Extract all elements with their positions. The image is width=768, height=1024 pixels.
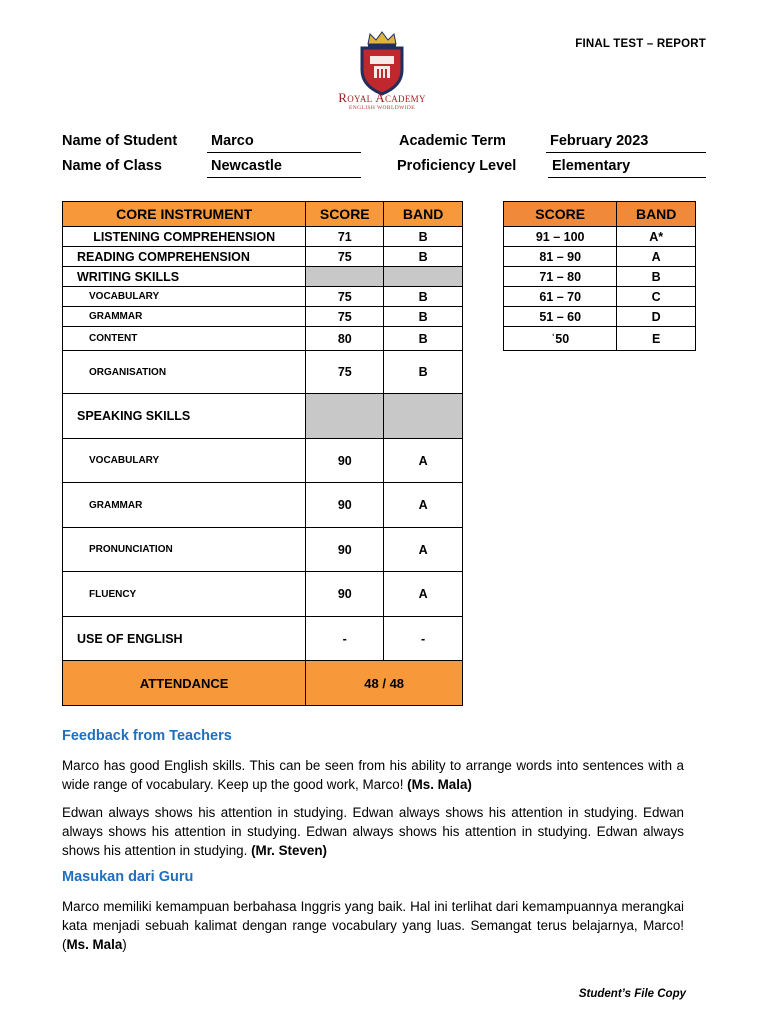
logo-tagline: ENGLISH WORLDWIDE [348,105,416,111]
table-row [63,394,463,439]
instrument-score [306,267,384,287]
score-range: 81 – 90 [504,247,617,267]
header-core-instrument: CORE INSTRUMENT [63,202,306,227]
band-grade: A [617,247,696,267]
table-row [504,247,696,267]
class-name-label: Name of Class [62,158,162,174]
instrument-name: VOCABULARY [63,439,306,483]
masukan-title: Masukan dari Guru [62,869,194,885]
table-row [63,287,463,307]
student-name-value: Marco [207,133,361,153]
band-grade: E [617,327,696,351]
table-row [63,327,463,351]
masukan-author: Ms. Mala [66,937,123,952]
instrument-band: B [384,247,463,267]
scores-table [62,201,463,706]
table-row [504,307,696,327]
band-table [503,201,696,351]
instrument-band: A [384,572,463,617]
table-row [63,307,463,327]
feedback-paragraph-2 [62,803,684,860]
instrument-score: 90 [306,528,384,572]
masukan-close: ) [122,937,127,952]
header-score: SCORE [306,202,384,227]
header-score-range: SCORE [504,202,617,227]
instrument-name: WRITING SKILLS [63,267,306,287]
table-row [63,572,463,617]
proficiency-level-label: Proficiency Level [397,158,517,174]
academic-term-value: February 2023 [546,133,706,153]
table-row [63,617,463,661]
table-row [63,439,463,483]
table-row [63,483,463,528]
instrument-score: - [306,617,384,661]
masukan-text: Marco memiliki kemampuan berbahasa Inggris yang baik. Hal ini terlihat dari kemampuannya merangkai kata menjadi sebuah kalimat dengan range vocabulary yang luas. Semangat terus belajarnya, Marco! ( [62,899,684,952]
score-range: 91 – 100 [504,227,617,247]
score-range: 61 – 70 [504,287,617,307]
band-grade: A* [617,227,696,247]
instrument-band: A [384,439,463,483]
instrument-band: B [384,307,463,327]
header-band: BAND [384,202,463,227]
scores-table-header [63,202,463,227]
band-grade: C [617,287,696,307]
instrument-name: SPEAKING SKILLS [63,394,306,439]
instrument-band: B [384,351,463,394]
class-name-value: Newcastle [207,158,361,178]
instrument-name: CONTENT [63,327,306,351]
instrument-score: 90 [306,483,384,528]
score-range: 71 – 80 [504,267,617,287]
student-name-label: Name of Student [62,133,178,149]
attendance-value: 48 / 48 [306,661,463,706]
band-grade: D [617,307,696,327]
feedback-author: (Mr. Steven) [251,843,327,858]
instrument-score: 75 [306,247,384,267]
instrument-score: 75 [306,307,384,327]
instrument-score: 90 [306,439,384,483]
logo-brand: Royal Academy [338,90,426,105]
instrument-score: 71 [306,227,384,247]
academic-term-label: Academic Term [399,133,506,149]
attendance-label: ATTENDANCE [63,661,306,706]
instrument-name: USE OF ENGLISH [63,617,306,661]
instrument-name: GRAMMAR [63,307,306,327]
instrument-name: LISTENING COMPREHENSION [63,227,306,247]
instrument-band: A [384,528,463,572]
instrument-score: 75 [306,351,384,394]
score-range: 51 – 60 [504,307,617,327]
feedback-title: Feedback from Teachers [62,728,232,744]
instrument-score: 80 [306,327,384,351]
instrument-score: 75 [306,287,384,307]
feedback-paragraph-1 [62,756,684,794]
instrument-band [384,267,463,287]
instrument-name: VOCABULARY [63,287,306,307]
table-row [504,267,696,287]
table-row [504,287,696,307]
instrument-name: READING COMPREHENSION [63,247,306,267]
attendance-row [63,661,463,706]
instrument-name: FLUENCY [63,572,306,617]
band-grade: B [617,267,696,287]
instrument-band: B [384,227,463,247]
table-row [504,227,696,247]
masukan-paragraph [62,897,684,954]
instrument-score [306,394,384,439]
logo-wordmark [318,90,446,111]
band-table-header [504,202,696,227]
table-row [63,247,463,267]
table-row [504,327,696,351]
instrument-score: 90 [306,572,384,617]
table-row [63,528,463,572]
feedback-author: (Ms. Mala) [407,777,472,792]
instrument-name: PRONUNCIATION [63,528,306,572]
instrument-band: B [384,327,463,351]
table-row [63,267,463,287]
report-title: FINAL TEST – REPORT [575,38,706,50]
instrument-band: A [384,483,463,528]
table-row [63,351,463,394]
instrument-name: GRAMMAR [63,483,306,528]
instrument-name: ORGANISATION [63,351,306,394]
header-band-grade: BAND [617,202,696,227]
file-copy-footer: Student’s File Copy [578,988,686,1000]
feedback-text: Edwan always shows his attention in studying. Edwan always shows his attention in studying. Edwan always shows his attention in studying. Edwan always shows his attention in studying. Edwan always shows his attention in studying. [62,805,684,858]
score-range: ˈ50 [504,327,617,351]
instrument-band: - [384,617,463,661]
instrument-band: B [384,287,463,307]
proficiency-level-value: Elementary [548,158,706,178]
feedback-text: Marco has good English skills. This can be seen from his ability to arrange words into sentences with a wide range of vocabulary. Keep up the good work, Marco! [62,758,684,792]
instrument-band [384,394,463,439]
table-row [63,227,463,247]
